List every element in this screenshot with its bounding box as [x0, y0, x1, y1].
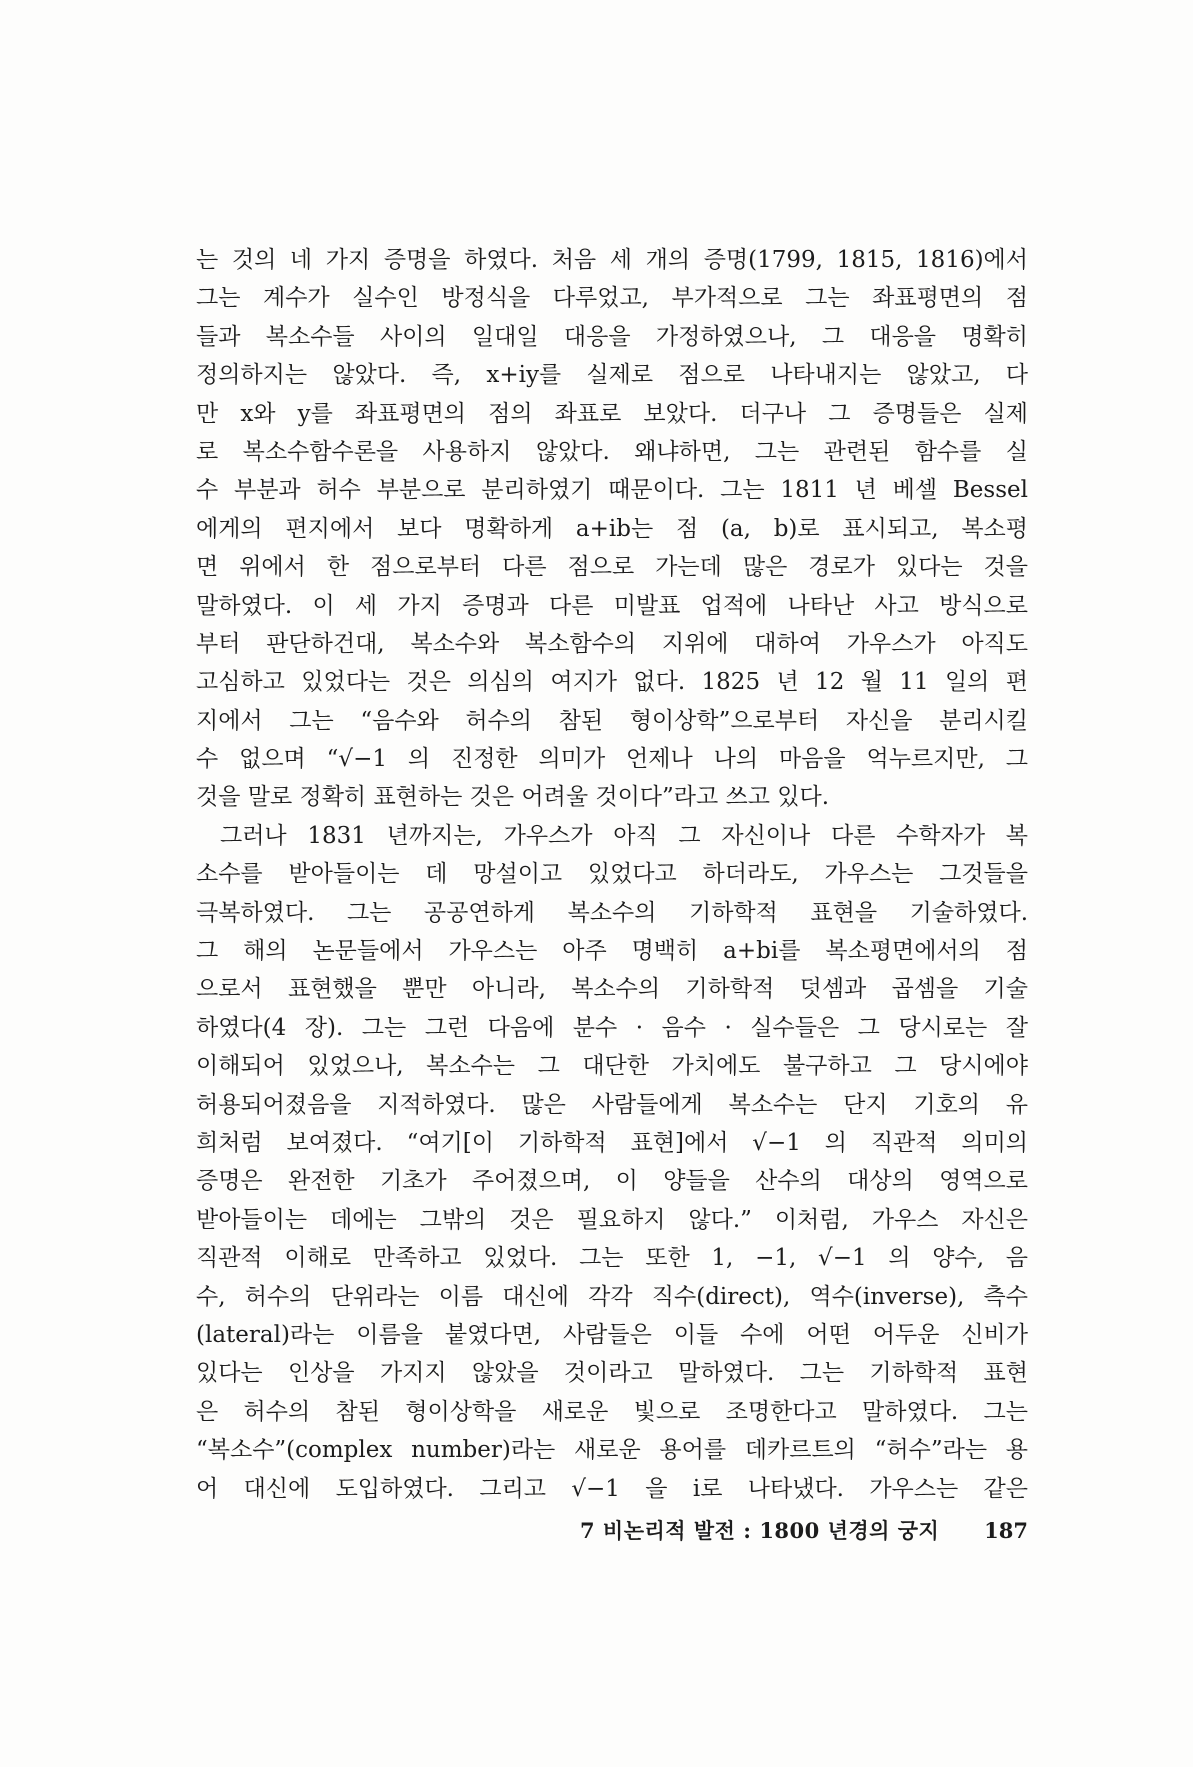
text-line: 수 없으며 “√−1 의 진정한 의미가 언제나 나의 마음을 억누르지만, 그: [196, 746, 1028, 773]
text-line: (lateral)라는 이름을 붙였다면, 사람들은 이들 수에 어떤 어두운 신비가: [196, 1321, 1028, 1348]
text-line: 그 해의 논문들에서 가우스는 아주 명백히 a+bi를 복소평면에서의 점: [196, 938, 1028, 965]
text-line: 직관적 이해로 만족하고 있었다. 그는 또한 1, −1, √−1 의 양수, 음: [196, 1245, 1028, 1272]
text-line: 수 부분과 허수 부분으로 분리하였기 때문이다. 그는 1811 년 베셀 Bessel: [196, 477, 1028, 504]
text-line: 것을 말로 정확히 표현하는 것은 어려울 것이다”라고 쓰고 있다.: [196, 784, 830, 811]
text-line: 이해되어 있었으나, 복소수는 그 대단한 가치에도 불구하고 그 당시에야: [196, 1053, 1028, 1080]
text-line: 만 x와 y를 좌표평면의 점의 좌표로 보았다. 더구나 그 증명들은 실제: [196, 400, 1028, 427]
text-line: 는 것의 네 가지 증명을 하였다. 처음 세 개의 증명(1799, 1815, 1816)에서: [196, 247, 1028, 273]
text-line: 말하였다. 이 세 가지 증명과 다른 미발표 업적에 나타난 사고 방식으로: [196, 592, 1028, 619]
text-line: 허용되어졌음을 지적하였다. 많은 사람들에게 복소수는 단지 기호의 유: [196, 1091, 1028, 1118]
text-line: 하였다(4 장). 그는 그런 다음에 분수 · 음수 · 실수들은 그 당시로는 잘: [196, 1014, 1028, 1041]
text-line: 면 위에서 한 점으로부터 다른 점으로 가는데 많은 경로가 있다는 것을: [196, 554, 1028, 581]
text-line: 고심하고 있었다는 것은 의심의 여지가 없다. 1825 년 12 월 11 일의 편: [196, 669, 1028, 696]
paragraph-2: [196, 817, 1028, 1508]
paragraph-1: [196, 241, 1028, 817]
text-line: 은 허수의 참된 형이상학을 새로운 빛으로 조명한다고 말하였다. 그는: [196, 1398, 1028, 1425]
page-footer: [580, 1514, 1028, 1546]
text-line: 희처럼 보여졌다. “여기[이 기하학적 표현]에서 √−1 의 직관적 의미의: [196, 1129, 1028, 1156]
text-line: 로 복소수함수론을 사용하지 않았다. 왜냐하면, 그는 관련된 함수를 실: [196, 438, 1028, 465]
text-line: 있다는 인상을 가지지 않았을 것이라고 말하였다. 그는 기하학적 표현: [196, 1360, 1028, 1387]
text-line: 으로서 표현했을 뿐만 아니라, 복소수의 기하학적 덧셈과 곱셈을 기술: [196, 976, 1028, 1003]
text-line: 그는 계수가 실수인 방정식을 다루었고, 부가적으로 그는 좌표평면의 점: [196, 285, 1028, 312]
text-line: 받아들이는 데에는 그밖의 것은 필요하지 않다.” 이처럼, 가우스 자신은: [196, 1206, 1028, 1233]
text-line: 정의하지는 않았다. 즉, x+iy를 실제로 점으로 나타내지는 않았고, 다: [196, 362, 1028, 389]
text-line: 수, 허수의 단위라는 이름 대신에 각각 직수(direct), 역수(inverse), 측수: [196, 1283, 1028, 1310]
text-line: 들과 복소수들 사이의 일대일 대응을 가정하였으나, 그 대응을 명확히: [196, 323, 1028, 350]
text-line: “복소수”(complex number)라는 새로운 용어를 데카르트의 “허수”라는 용: [196, 1437, 1028, 1464]
text-line: 소수를 받아들이는 데 망설이고 있었다고 하더라도, 가우스는 그것들을: [196, 861, 1028, 888]
text-line: 지에서 그는 “음수와 허수의 참된 형이상학”으로부터 자신을 분리시킬: [196, 707, 1028, 734]
text-line: 증명은 완전한 기초가 주어졌으며, 이 양들을 산수의 대상의 영역으로: [196, 1168, 1028, 1195]
text-line: 부터 판단하건대, 복소수와 복소함수의 지위에 대하여 가우스가 아직도: [196, 630, 1028, 657]
text-line: 극복하였다. 그는 공공연하게 복소수의 기하학적 표현을 기술하였다.: [196, 899, 1028, 926]
text-line: 에게의 편지에서 보다 명확하게 a+ib는 점 (a, b)로 표시되고, 복소평: [196, 515, 1028, 542]
page-number: 187: [984, 1517, 1028, 1543]
running-head: 7 비논리적 발전 : 1800 년경의 궁지: [580, 1518, 940, 1543]
text-line: 어 대신에 도입하였다. 그리고 √−1 을 i로 나타냈다. 가우스는 같은: [196, 1475, 1028, 1502]
body-text: [196, 241, 1028, 1508]
text-line: 그러나 1831 년까지는, 가우스가 아직 그 자신이나 다른 수학자가 복: [220, 822, 1028, 849]
